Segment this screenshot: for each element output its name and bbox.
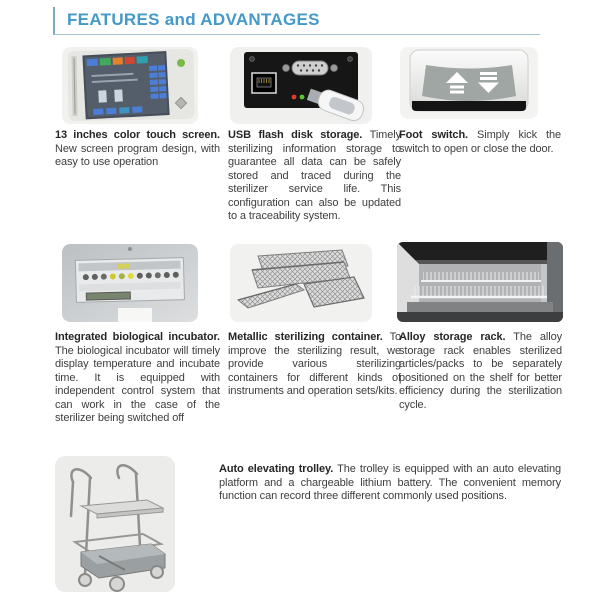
trolley-illustration [55,456,175,592]
feature-body: The trolley is equipped with an auto elevating platform and a chargeable lithium battery. The convenient memory function can record three different commonly used positions. [219,463,561,502]
header-rule [53,34,540,35]
header-accent-bar [53,7,55,34]
foot-switch-photo [400,47,538,119]
usb-panel-illustration [230,47,372,124]
feature-title: Alloy storage rack. [399,331,506,343]
feature-body: Timely sterilizing information storage to guarantee all data can be safely stored and traced during the sterilizer service life. This configuration can also be updated to a traceability system. [228,129,401,222]
feature-title: 13 inches color touch screen. [55,129,220,141]
feature-body: The biological incubator will timely display temperature and incubate time. It is equipped with independent control system that can work in the case of the sterilizer being switched off [55,344,220,424]
feature-caption-container [228,331,401,399]
incubator-illustration [62,244,198,322]
sterilizing-container-photo [230,244,372,322]
touch-screen-illustration [62,47,198,124]
touch-screen-photo [62,47,198,124]
feature-caption-touch-screen [55,129,220,170]
elevating-trolley-photo [55,456,175,592]
feature-body: To improve the sterilizing result, we provide various sterilizing containers for different kinds of instruments and operation sets/kits. [228,331,401,397]
green-led-icon [300,95,305,100]
usb-storage-photo [230,47,372,124]
feature-body: The alloy storage rack enables sterilized articles/packs to be separately positioned on the shelf for better efficiency during the sterilization cycle. [399,331,562,411]
storage-rack-photo [397,242,563,322]
storage-rack-illustration [397,242,563,322]
foot-switch-illustration [400,47,538,119]
mesh-baskets-illustration [230,244,372,322]
ethernet-port-icon [252,73,276,93]
red-led-icon [292,95,297,100]
feature-body: Simply kick the switch to open or close the door. [399,129,561,155]
feature-caption-usb [228,129,401,224]
feature-body: New screen program design, with easy to use operation [55,142,220,168]
feature-title: USB flash disk storage. [228,129,363,141]
feature-caption-foot-switch [399,129,561,156]
feature-title: Foot switch. [399,129,469,141]
feature-caption-rack [399,331,562,412]
feature-title: Integrated biological incubator. [55,331,220,343]
feature-title: Metallic sterilizing container. [228,331,383,343]
feature-caption-incubator [55,331,220,426]
power-button-icon [177,59,185,67]
feature-caption-trolley [219,463,561,504]
feature-title: Auto elevating trolley. [219,463,334,475]
page-title: FEATURES and ADVANTAGES [67,10,320,29]
biological-incubator-photo [62,244,198,322]
